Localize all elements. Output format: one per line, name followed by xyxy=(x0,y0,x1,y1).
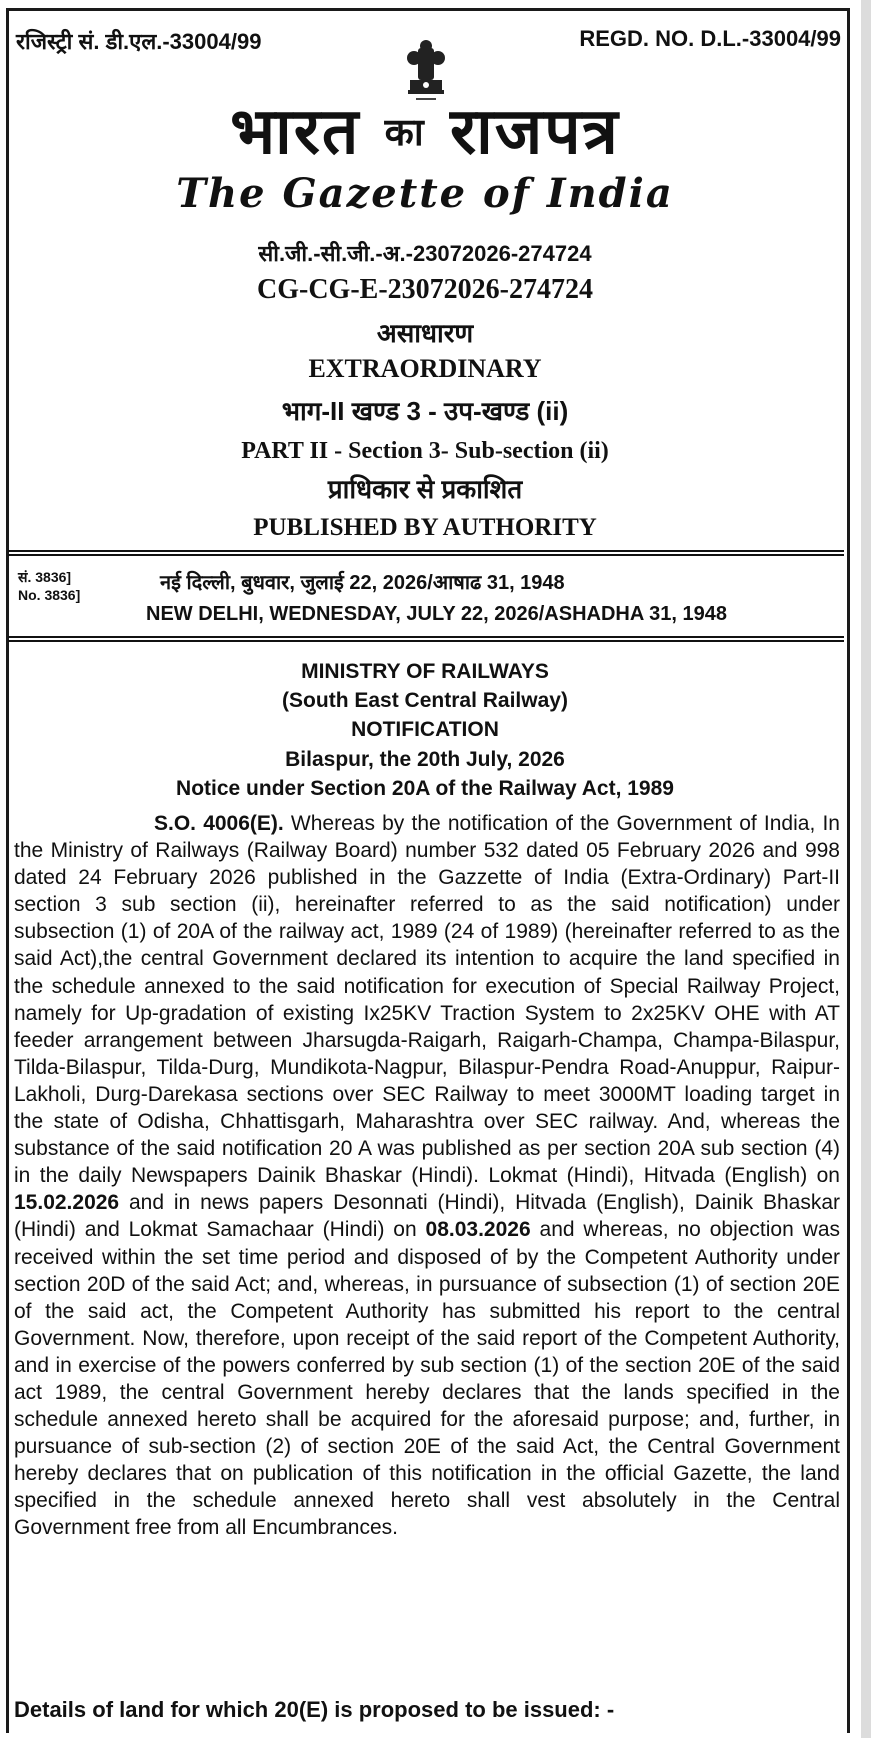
part-english: PART II - Section 3- Sub-section (ii) xyxy=(241,438,609,464)
details-heading: Details of land for which 20(E) is proposed to be issued: - xyxy=(14,1697,615,1722)
publication-date-2: 08.03.2026 xyxy=(425,1218,531,1242)
body-part-3: and whereas, no objection was received within the set time period and disposed of by the Competent Authority under section 20D of the said Act; and, whereas, in pursuance of subsection (1) of section 20E of the said act, the Competent Authority has submitted his report to the central Government. Now, therefore, upon receipt of the said report of the Competent Authority, and in exercise of the powers conferred by sub section (1) of the section 20E of the said act 1989, the central Government hereby declares that the lands specified in the schedule annexed hereto shall be acquired for the aforesaid purpose; and, further, in pursuance of sub-section (2) of section 20E of the said Act, the Central Government hereby declares that on publication of this notification in the official Gazette, the land specified in the schedule annexed hereto shall vest absolutely in the Central Government free from all Encumbrances. xyxy=(14,1218,841,1540)
title-hindi-ka: का xyxy=(384,109,426,154)
issue-number xyxy=(18,568,80,604)
notification-heading: NOTIFICATION xyxy=(351,718,499,741)
publication-date-1: 15.02.2026 xyxy=(14,1191,120,1215)
issue-date-english: NEW DELHI, WEDNESDAY, JULY 22, 2026/ASHADHA 31, 1948 xyxy=(146,603,727,625)
notice-subject: Notice under Section 20A of the Railway Act, 1989 xyxy=(176,777,674,800)
dateline-divider xyxy=(8,636,844,642)
so-number: S.O. 4006(E). xyxy=(154,812,284,835)
place-date: Bilaspur, the 20th July, 2026 xyxy=(285,748,565,771)
header-divider xyxy=(8,550,844,556)
issue-number-english: No. 3836] xyxy=(18,587,81,604)
authority-hindi: प्राधिकार से प्रकाशित xyxy=(327,474,523,504)
gazette-code-hindi: सी.जी.-सी.जी.-अ.-23072026-274724 xyxy=(258,241,592,266)
title-hindi-bharat: भारत xyxy=(230,94,361,169)
gazette-title-english: The Gazette of India xyxy=(176,170,674,217)
regd-number-hindi: रजिस्ट्री सं. डी.एल.-33004/99 xyxy=(16,29,262,54)
body-part-1: Whereas by the notification of the Government of India, In the Ministry of Railways (Railway Board) number 532 dated 05 February 2026 and 998 dated 24 February 2026 published in the Gazzette of India (Extra-Ordinary) Part-II section 3 sub section (ii), hereinafter referred to as the said notification) under subsection (1) of 20A of the railway act, 1989 (24 of 1989) (hereinafter referred to as the said Act),the central Government declared its intention to acquire the land specified in the schedule annexed to the said notification for execution of Special Railway Project, namely for Up-gradation of existing Ix25KV Traction System to 2x25KV OHE with AT feeder arrangement between Jharsugda-Raigarh, Raigarh-Champa, Champa-Bilaspur, Tilda-Bilaspur, Tilda-Durg, Mundikota-Nagpur, Bilaspur-Pendra Road-Anuppur, Raipur-Lakholi, Durg-Darekasa sections over SEC Railway to meet 3000MT loading target in the state of Odisha, Chhattisgarh, Maharashtra over SEC railway. And, whereas the substance of the said notification 20 A was published as per section 20A sub section (4) in the daily Newspapers Dainik Bhaskar (Hindi). Lokmat (Hindi), Hitvada (English) on xyxy=(14,812,840,1188)
gazette-code-english: CG-CG-E-23072026-274724 xyxy=(257,274,593,305)
title-hindi-rajpatra: राजपत्र xyxy=(449,94,620,169)
issue-number-hindi: सं. 3836] xyxy=(18,569,72,585)
regd-number-english: REGD. NO. D.L.-33004/99 xyxy=(579,26,841,51)
page-edge-shadow xyxy=(861,0,871,1738)
notification-body xyxy=(14,810,840,1542)
extraordinary-english: EXTRAORDINARY xyxy=(308,354,542,383)
body-part-2: and in news papers Desonnati (Hindi), Hitvada (English), Dainik Bhaskar (Hindi) and Lokmat Samachaar (Hindi) on xyxy=(14,1191,840,1242)
zone-heading: (South East Central Railway) xyxy=(282,689,568,712)
part-hindi: भाग-II खण्ड 3 - उप-खण्ड (ii) xyxy=(281,396,569,426)
authority-english: PUBLISHED BY AUTHORITY xyxy=(253,514,597,541)
gazette-title-hindi xyxy=(0,94,850,169)
extraordinary-hindi: असाधारण xyxy=(376,318,474,348)
issue-date-hindi: नई दिल्ली, बुधवार, जुलाई 22, 2026/आषाढ 31, 1948 xyxy=(160,572,565,594)
ministry-heading: MINISTRY OF RAILWAYS xyxy=(301,660,549,683)
